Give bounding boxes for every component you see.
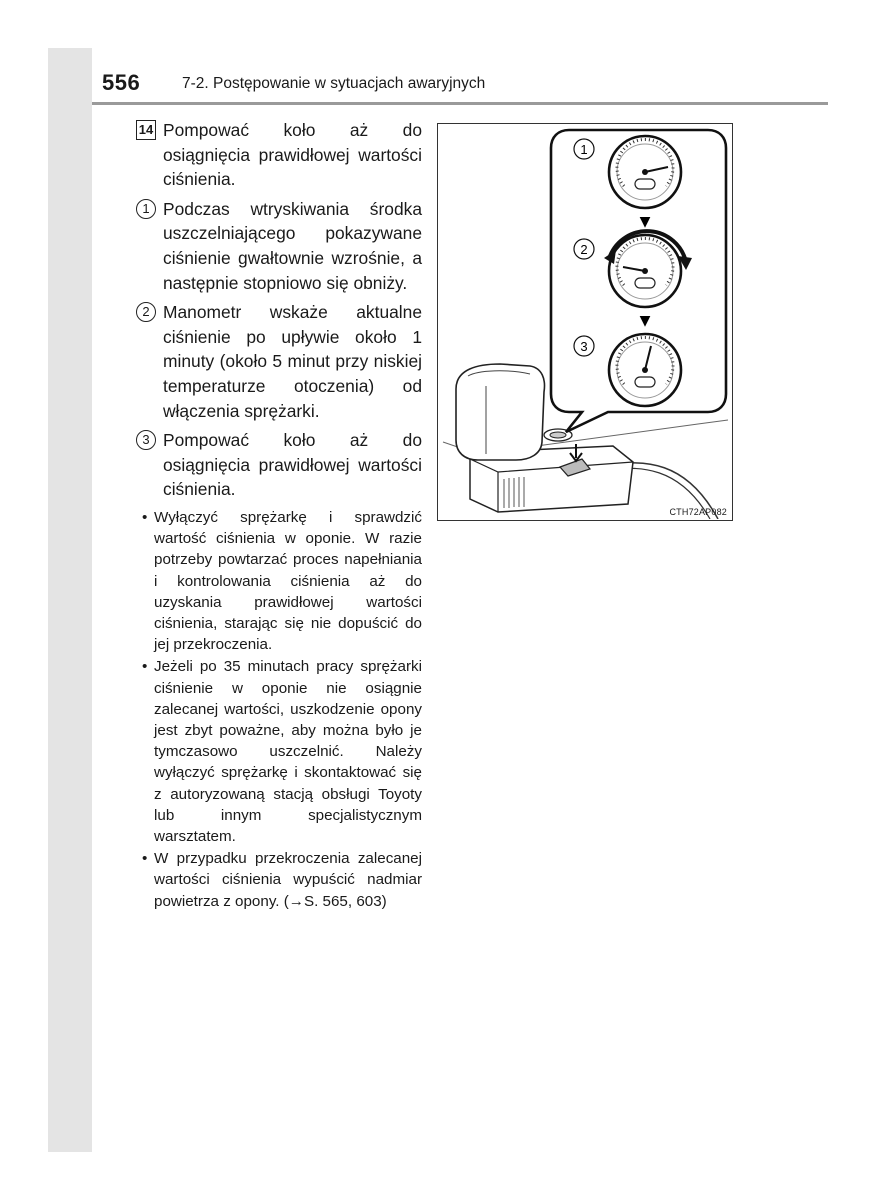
svg-text:1: 1: [580, 142, 588, 157]
substep-2: [136, 300, 422, 423]
notes-list: [136, 507, 422, 912]
circled-number-3: 3: [136, 430, 156, 450]
list-item: • W przypadku przekroczenia zalecanej wartości ciśnienia wypuścić nadmiar powietrza z opony. (→S. 565, 603): [154, 848, 422, 912]
down-arrow-icon: ▼: [639, 313, 651, 329]
step-number-badge: 14: [136, 120, 156, 140]
circled-number-1: 1: [136, 199, 156, 219]
compressor-dial-inner: [550, 432, 566, 438]
figure-code: CTH72AP082: [669, 507, 727, 517]
step-text: Pompować koło aż do osiągnięcia prawidłowej wartości ciśnienia.: [163, 120, 422, 190]
circled-number-2: 2: [136, 302, 156, 322]
gauge-label-3: [574, 336, 594, 356]
substep-text: Pompować koło aż do osiągnięcia prawidłowej wartości ciśnienia.: [163, 430, 422, 500]
down-arrow-icon: ▼: [639, 214, 651, 230]
pressure-gauge-1: [609, 136, 681, 208]
svg-text:3: 3: [580, 339, 588, 354]
svg-text:2: 2: [580, 242, 588, 257]
side-band: [48, 48, 92, 1152]
instructions-column: [136, 118, 422, 913]
substep-1: [136, 197, 422, 295]
substep-3: [136, 428, 422, 502]
page-number: 556: [102, 70, 141, 95]
substep-text: Manometr wskaże aktualne ciśnienie po upływie około 1 minuty (około 5 minut przy niskiej temperaturze otoczenia) od włączenia sprężarki.: [163, 302, 422, 421]
list-item: • Wyłączyć sprężarkę i sprawdzić wartość ciśnienia w oponie. W razie potrzeby powtarzać proces napełniania i kontrolowania ciśnienia aż do uzyskania prawidłowej wartości ciśnienia, starając się nie dopuścić do jej przekroczenia.: [154, 507, 422, 655]
gauge-label-1: [574, 139, 594, 159]
illustration-svg: [438, 124, 731, 519]
step-14: [136, 118, 422, 192]
page-header: [92, 68, 828, 105]
gauge-label-2: [574, 239, 594, 259]
compressor-gauge-illustration: [437, 123, 733, 521]
sealant-bottle: [456, 364, 544, 460]
substep-text: Podczas wtryskiwania środka uszczelniającego pokazywane ciśnienie gwałtownie wzrośnie, a następnie stopniowo się obniży.: [163, 198, 422, 293]
pressure-gauge-3: [609, 334, 681, 406]
list-item: • Jeżeli po 35 minutach pracy sprężarki ciśnienie w oponie nie osiągnie zalecanej wartości, uszkodzenie opony jest zbyt poważne, aby można było je tymczasowo uszczelnić. Należy wyłączyć sprężarkę i skontaktować się z autoryzowaną stacją obsługi Toyoty lub innym specjalistycznym warsztatem.: [154, 656, 422, 847]
section-title: 7-2. Postępowanie w sytuacjach awaryjnych: [182, 75, 486, 92]
